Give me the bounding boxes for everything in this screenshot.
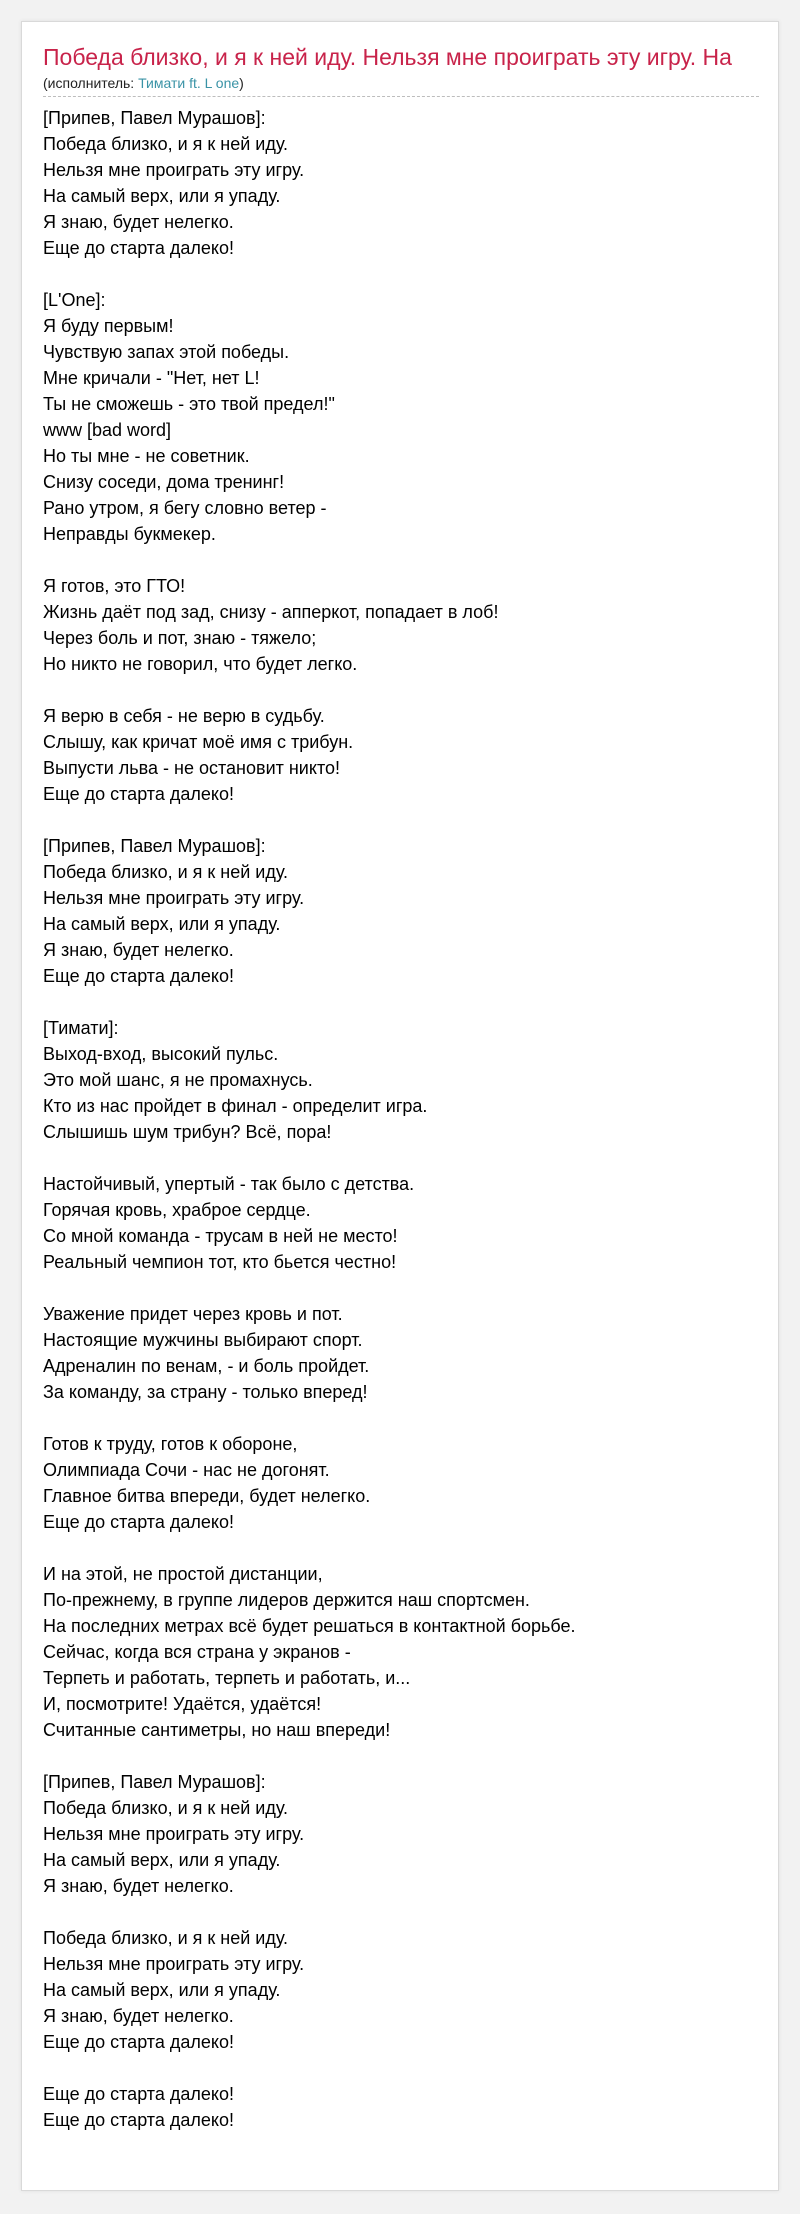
lyric-line: Я знаю, будет нелегко. — [43, 940, 234, 960]
lyric-line: [L'One]: — [43, 290, 106, 310]
lyric-line: Нельзя мне проиграть эту игру. — [43, 1954, 305, 1974]
lyric-line: Снизу соседи, дома тренинг! — [43, 472, 285, 492]
divider — [43, 96, 759, 97]
lyric-line: Я готов, это ГТО! — [43, 576, 186, 596]
lyric-line: Считанные сантиметры, но наш впереди! — [43, 1720, 391, 1740]
artist-link[interactable]: Тимати ft. L one — [138, 75, 240, 91]
lyrics-text — [43, 105, 759, 2133]
stanza-break — [43, 807, 759, 833]
stanza-break — [43, 1405, 759, 1431]
stanza-break — [43, 1145, 759, 1171]
lyric-line: Реальный чемпион тот, кто бьется честно! — [43, 1252, 397, 1272]
stanza-break — [43, 989, 759, 1015]
lyric-line: Это мой шанс, я не промахнусь. — [43, 1070, 313, 1090]
lyric-line: Еще до старта далеко! — [43, 238, 234, 258]
lyric-line: Ты не сможешь - это твой предел!" — [43, 394, 335, 414]
lyric-line: Я знаю, будет нелегко. — [43, 212, 234, 232]
lyric-line: Еще до старта далеко! — [43, 2084, 234, 2104]
lyric-line: Готов к труду, готов к обороне, — [43, 1434, 298, 1454]
lyric-line: На самый верх, или я упаду. — [43, 914, 281, 934]
stanza-break — [43, 1743, 759, 1769]
lyric-line: Еще до старта далеко! — [43, 784, 234, 804]
card-content — [43, 42, 759, 2133]
lyric-line: Кто из нас пройдет в финал - определит игра. — [43, 1096, 428, 1116]
lyric-line: Настоящие мужчины выбирают спорт. — [43, 1330, 363, 1350]
lyric-line: И на этой, не простой дистанции, — [43, 1564, 323, 1584]
lyric-line: И, посмотрите! Удаётся, удаётся! — [43, 1694, 322, 1714]
lyric-line: Я буду первым! — [43, 316, 174, 336]
stanza-break — [43, 547, 759, 573]
lyric-line: Терпеть и работать, терпеть и работать, и... — [43, 1668, 411, 1688]
lyric-line: Я знаю, будет нелегко. — [43, 2006, 234, 2026]
lyric-line: Слышу, как кричат моё имя с трибун. — [43, 732, 354, 752]
lyric-line: Чувствую запах этой победы. — [43, 342, 290, 362]
lyric-line: Неправды букмекер. — [43, 524, 216, 544]
lyric-line: Победа близко, и я к ней иду. — [43, 1798, 289, 1818]
artist-line — [43, 74, 759, 92]
lyric-line: Рано утром, я бегу словно ветер - — [43, 498, 327, 518]
lyric-line: Через боль и пот, знаю - тяжело; — [43, 628, 317, 648]
lyric-line: Нельзя мне проиграть эту игру. — [43, 1824, 305, 1844]
lyric-line: На самый верх, или я упаду. — [43, 1980, 281, 2000]
lyric-line: Выход-вход, высокий пульс. — [43, 1044, 279, 1064]
lyric-line: Сейчас, когда вся страна у экранов - — [43, 1642, 351, 1662]
lyric-line: Олимпиада Сочи - нас не догонят. — [43, 1460, 330, 1480]
lyric-line: По-прежнему, в группе лидеров держится наш спортсмен. — [43, 1590, 530, 1610]
lyric-line: Адреналин по венам, - и боль пройдет. — [43, 1356, 370, 1376]
artist-suffix: ) — [239, 75, 244, 91]
lyric-line: Еще до старта далеко! — [43, 1512, 234, 1532]
lyrics-card — [21, 21, 779, 2191]
lyric-line: На последних метрах всё будет решаться в контактной борьбе. — [43, 1616, 576, 1636]
lyric-line: Мне кричали - "Нет, нет L! — [43, 368, 260, 388]
lyric-line: Победа близко, и я к ней иду. — [43, 1928, 289, 1948]
lyric-line: Горячая кровь, храброе сердце. — [43, 1200, 311, 1220]
lyric-line: Но никто не говорил, что будет легко. — [43, 654, 358, 674]
stanza-break — [43, 1899, 759, 1925]
lyric-line: Но ты мне - не советник. — [43, 446, 250, 466]
lyric-line: www [bad word] — [43, 420, 172, 440]
stanza-break — [43, 1275, 759, 1301]
lyric-line: Уважение придет через кровь и пот. — [43, 1304, 343, 1324]
lyric-line: Жизнь даёт под зад, снизу - апперкот, попадает в лоб! — [43, 602, 499, 622]
lyric-line: На самый верх, или я упаду. — [43, 1850, 281, 1870]
lyric-line: Я знаю, будет нелегко. — [43, 1876, 234, 1896]
stanza-break — [43, 2055, 759, 2081]
stanza-break — [43, 261, 759, 287]
lyric-line: Нельзя мне проиграть эту игру. — [43, 888, 305, 908]
lyric-line: Главное битва впереди, будет нелегко. — [43, 1486, 371, 1506]
lyric-line: Нельзя мне проиграть эту игру. — [43, 160, 305, 180]
lyric-line: За команду, за страну - только вперед! — [43, 1382, 368, 1402]
lyric-line: [Припев, Павел Мурашов]: — [43, 836, 266, 856]
lyric-line: Со мной команда - трусам в ней не место! — [43, 1226, 398, 1246]
lyric-line: Еще до старта далеко! — [43, 966, 234, 986]
song-title: Победа близко, и я к ней иду. Нельзя мне проиграть эту игру. На — [43, 44, 732, 70]
lyric-line: [Припев, Павел Мурашов]: — [43, 1772, 266, 1792]
lyric-line: Я верю в себя - не верю в судьбу. — [43, 706, 325, 726]
lyric-line: [Тимати]: — [43, 1018, 119, 1038]
lyric-line: Победа близко, и я к ней иду. — [43, 862, 289, 882]
stanza-break — [43, 1535, 759, 1561]
lyric-line: Еще до старта далеко! — [43, 2032, 234, 2052]
lyric-line: [Припев, Павел Мурашов]: — [43, 108, 266, 128]
stanza-break — [43, 677, 759, 703]
lyric-line: Слышишь шум трибун? Всё, пора! — [43, 1122, 332, 1142]
lyric-line: Еще до старта далеко! — [43, 2110, 234, 2130]
lyric-line: Победа близко, и я к ней иду. — [43, 134, 289, 154]
artist-prefix: (исполнитель: — [43, 75, 139, 91]
lyric-line: Настойчивый, упертый - так было с детства. — [43, 1174, 415, 1194]
lyric-line: Выпусти льва - не остановит никто! — [43, 758, 340, 778]
lyric-line: На самый верх, или я упаду. — [43, 186, 281, 206]
